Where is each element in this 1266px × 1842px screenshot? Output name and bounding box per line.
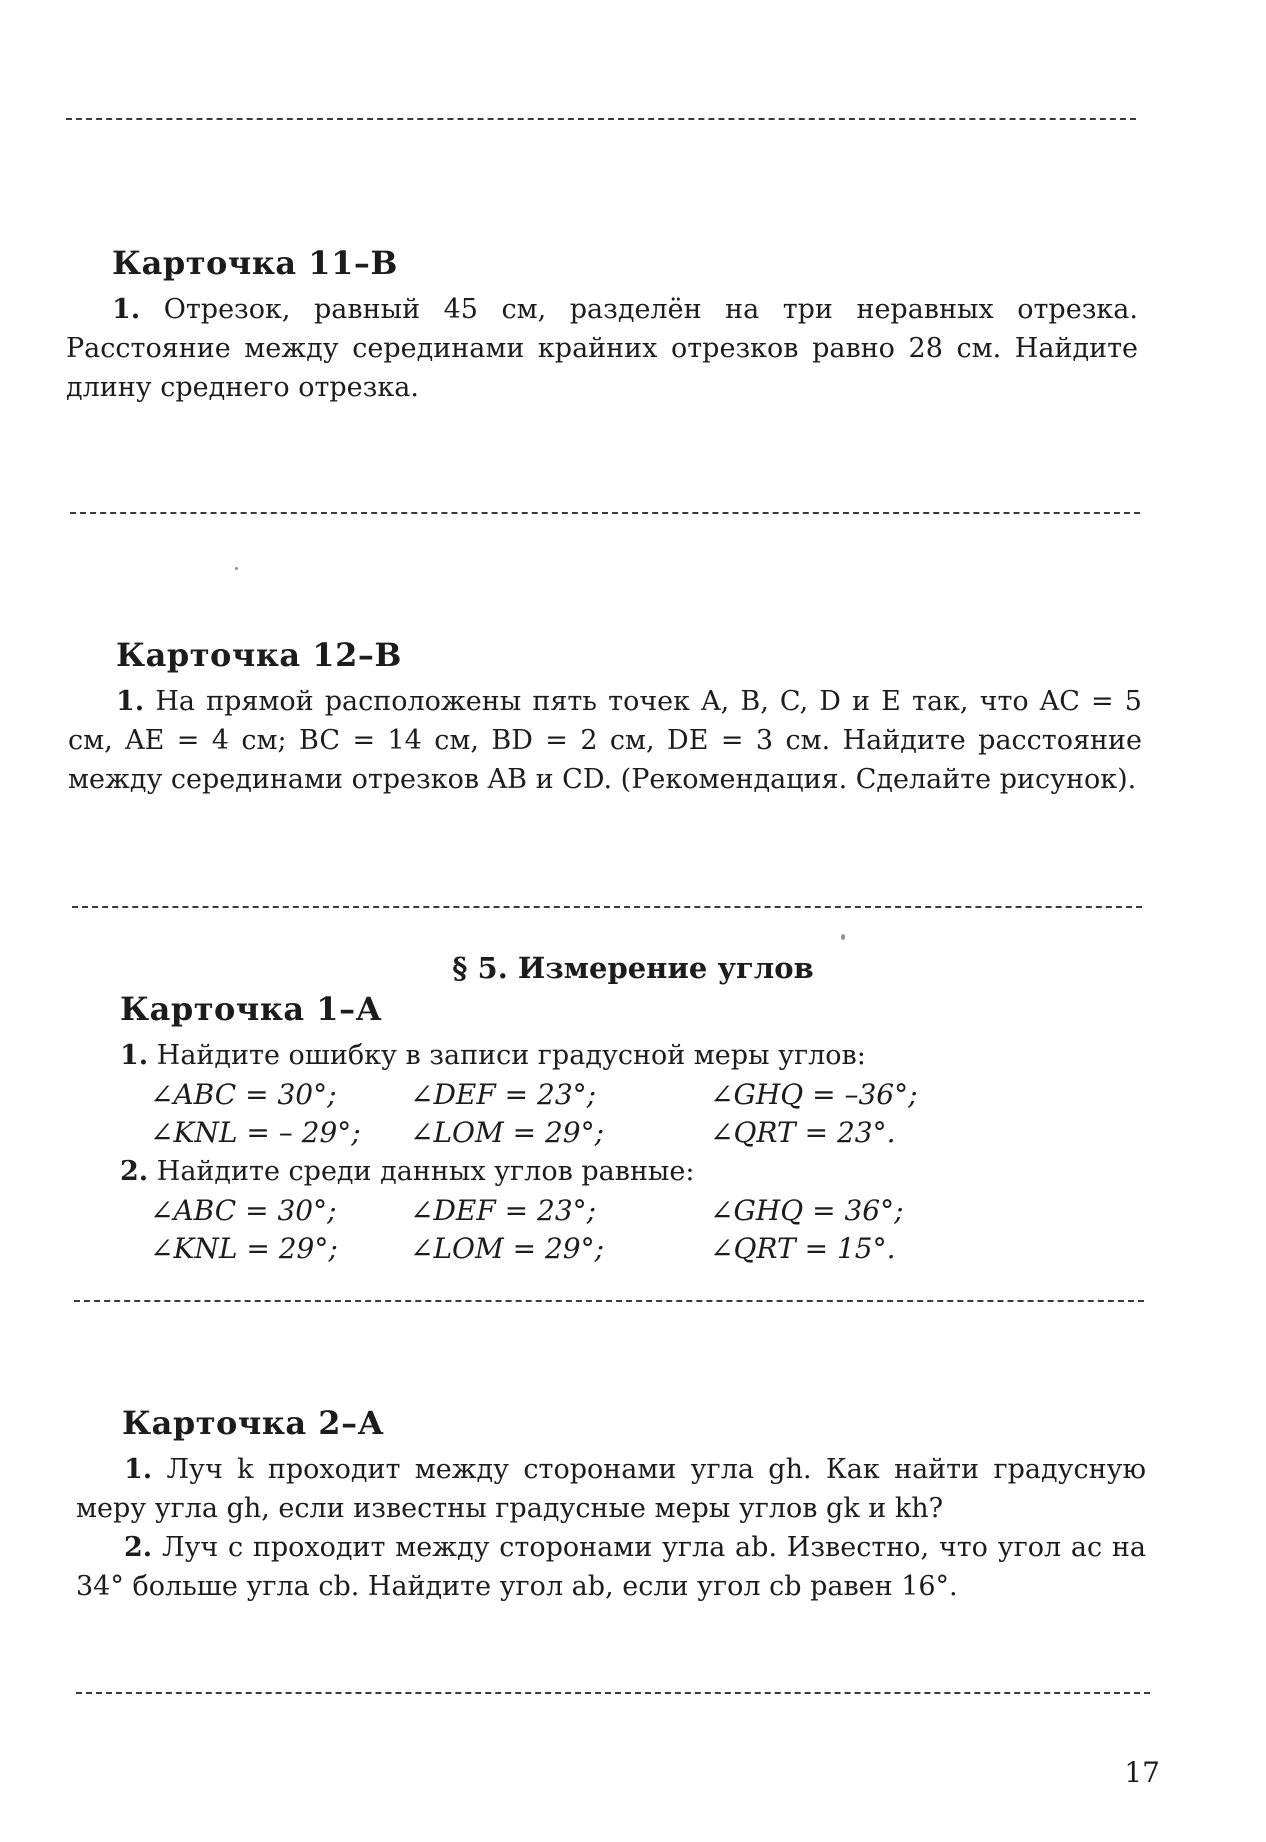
divider (66, 118, 1136, 120)
angles-row (0, 1194, 1266, 1232)
task-text: Луч c проходит между сторонами угла ab. Известно, что угол ac на 34° больше угла cb. Найдите угол ab, если угол cb равен 16°. (76, 1532, 1146, 1602)
task-number: 1. (112, 294, 141, 325)
angle-entry: ∠KNL = – 29°; (150, 1116, 361, 1149)
task-number: 2. (124, 1532, 153, 1563)
angles-row (0, 1232, 1266, 1270)
angle-entry: ∠GHQ = –36°; (710, 1078, 918, 1111)
task-number: 1. (124, 1454, 153, 1485)
angle-entry: ∠LOM = 29°; (410, 1232, 605, 1265)
angle-entry: ∠QRT = 15°. (710, 1232, 896, 1265)
card-12b-task-1 (68, 682, 1142, 799)
angles-row (0, 1078, 1266, 1116)
divider (74, 1300, 1144, 1302)
task-text: Найдите среди данных углов равные: (156, 1156, 695, 1187)
card-1a-task-1 (120, 1040, 866, 1071)
card-11b-task-1 (66, 290, 1138, 407)
task-text: Отрезок, равный 45 см, разделён на три неравных отрезка. Расстояние между серединами крайних отрезков равно 28 см. Найдите длину среднего отрезка. (66, 294, 1138, 403)
card-12b-title: Карточка 12–В (116, 636, 402, 674)
task-number: 1. (120, 1040, 149, 1071)
card-2a-title: Карточка 2–А (122, 1404, 385, 1442)
card-1a-title: Карточка 1–А (120, 990, 383, 1028)
section-title: § 5. Измерение углов (452, 951, 814, 985)
angles-row (0, 1116, 1266, 1154)
angle-entry: ∠LOM = 29°; (410, 1116, 605, 1149)
angle-entry: ∠GHQ = 36°; (710, 1194, 904, 1227)
angle-entry: ∠KNL = 29°; (150, 1232, 338, 1265)
scan-speck (235, 567, 238, 570)
divider (72, 906, 1142, 908)
divider (76, 1692, 1150, 1694)
card-11b-title: Карточка 11–В (112, 244, 398, 282)
card-2a-task-1 (76, 1450, 1146, 1528)
scan-speck (841, 934, 845, 940)
task-text: На прямой расположены пять точек A, B, C, D и E так, что AC = 5 см, AE = 4 см; BC = 14 см, BD = 2 см, DE = 3 см. Найдите расстояние между серединами отрезков AB и CD. (Рекомендация. Сделайте рисунок). (68, 686, 1142, 795)
angle-entry: ∠DEF = 23°; (410, 1194, 597, 1227)
card-1a-task-2 (120, 1156, 695, 1187)
card-2a-task-2 (76, 1528, 1146, 1606)
angle-entry: ∠DEF = 23°; (410, 1078, 597, 1111)
angle-entry: ∠ABC = 30°; (150, 1078, 337, 1111)
divider (70, 512, 1140, 514)
task-number: 2. (120, 1156, 149, 1187)
page-number: 17 (1124, 1756, 1160, 1789)
angle-entry: ∠ABC = 30°; (150, 1194, 337, 1227)
task-text: Луч k проходит между сторонами угла gh. Как найти градусную меру угла gh, если известны градусные меры углов gk и kh? (76, 1454, 1146, 1524)
task-text: Найдите ошибку в записи градусной меры углов: (156, 1040, 866, 1071)
angle-entry: ∠QRT = 23°. (710, 1116, 896, 1149)
task-number: 1. (116, 686, 145, 717)
